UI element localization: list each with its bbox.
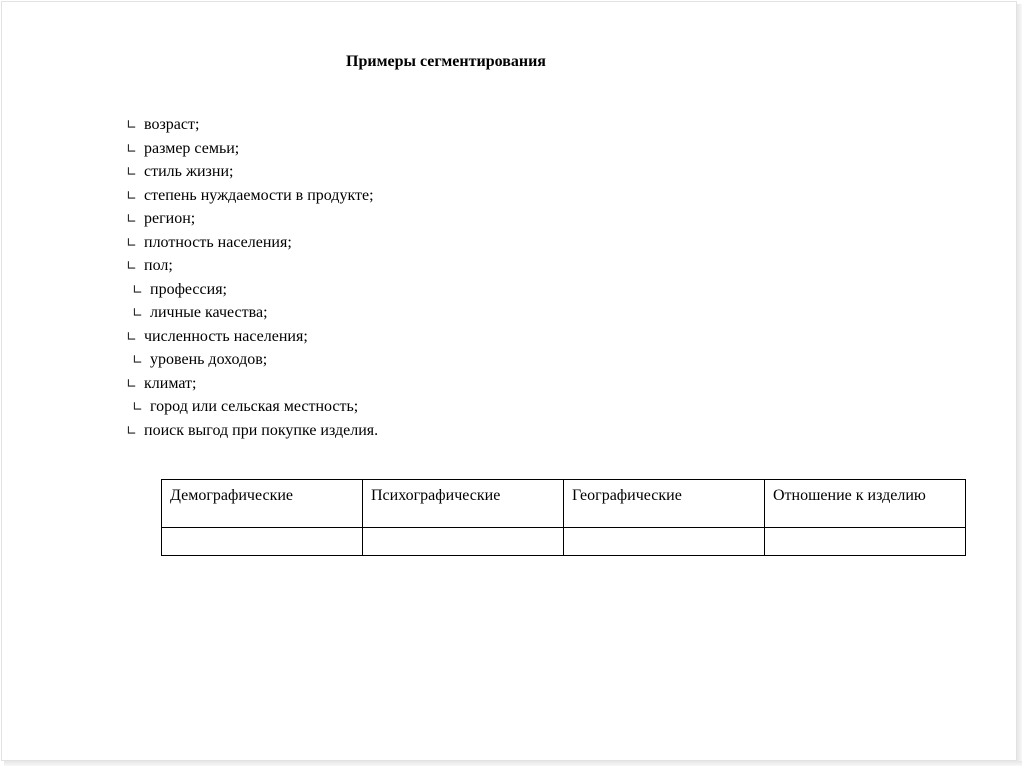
list-item	[126, 184, 378, 208]
header-cell-product-attitude: Отношение к изделию	[765, 480, 966, 528]
header-cell-geographic: Географические	[564, 480, 765, 528]
list-item-text: личные качества;	[150, 304, 268, 321]
list-item-text: поиск выгод при покупке изделия.	[144, 421, 379, 439]
list-item	[126, 231, 378, 255]
corner-bullet-icon: ∟	[132, 282, 143, 298]
list-item	[126, 207, 378, 231]
corner-bullet-icon: ∟	[126, 376, 137, 392]
list-item	[126, 160, 378, 184]
table-cell	[765, 528, 966, 556]
page-shadow-bottom	[4, 761, 1022, 766]
segmentation-table	[161, 479, 966, 556]
corner-bullet-icon: ∟	[132, 353, 143, 368]
list-item-text: размер семьи;	[144, 139, 240, 157]
list-item	[126, 395, 378, 419]
list-item	[126, 137, 378, 161]
corner-bullet-icon: ∟	[126, 188, 137, 204]
page-title: Примеры сегментирования	[346, 53, 546, 70]
list-item	[126, 113, 378, 137]
corner-bullet-icon: ∟	[126, 235, 137, 251]
corner-bullet-icon: ∟	[126, 212, 137, 227]
list-item	[126, 278, 378, 302]
list-item	[126, 254, 378, 278]
segmentation-criteria-list	[126, 113, 378, 442]
list-item	[126, 372, 378, 396]
corner-bullet-icon: ∟	[126, 329, 137, 345]
list-item-text: пол;	[144, 257, 173, 274]
list-item-text: численность населения;	[144, 327, 308, 345]
corner-bullet-icon: ∟	[132, 400, 143, 415]
table-cell	[363, 528, 564, 556]
list-item	[126, 301, 378, 325]
list-item-text: город или сельская местность;	[150, 398, 359, 415]
corner-bullet-icon: ∟	[126, 141, 137, 157]
corner-bullet-icon: ∟	[132, 306, 143, 321]
list-item-text: степень нуждаемости в продукте;	[144, 186, 374, 204]
corner-bullet-icon: ∟	[126, 423, 137, 439]
page-shadow-right	[1017, 4, 1022, 764]
header-cell-demographic: Демографические	[162, 480, 363, 528]
corner-bullet-icon: ∟	[126, 165, 137, 180]
list-item-text: уровень доходов;	[150, 351, 268, 368]
table-header-row	[162, 480, 966, 528]
list-item	[126, 419, 378, 443]
table-cell	[162, 528, 363, 556]
table-row	[162, 528, 966, 556]
list-item-text: регион;	[144, 210, 196, 227]
list-item-text: профессия;	[150, 280, 227, 298]
list-item-text: возраст;	[144, 116, 200, 133]
corner-bullet-icon: ∟	[126, 259, 137, 274]
header-cell-psychographic: Психографические	[363, 480, 564, 528]
list-item	[126, 325, 378, 349]
table-cell	[564, 528, 765, 556]
list-item-text: плотность населения;	[144, 233, 292, 251]
list-item-text: климат;	[144, 374, 197, 392]
corner-bullet-icon: ∟	[126, 118, 137, 133]
list-item	[126, 348, 378, 372]
list-item-text: стиль жизни;	[144, 163, 234, 180]
